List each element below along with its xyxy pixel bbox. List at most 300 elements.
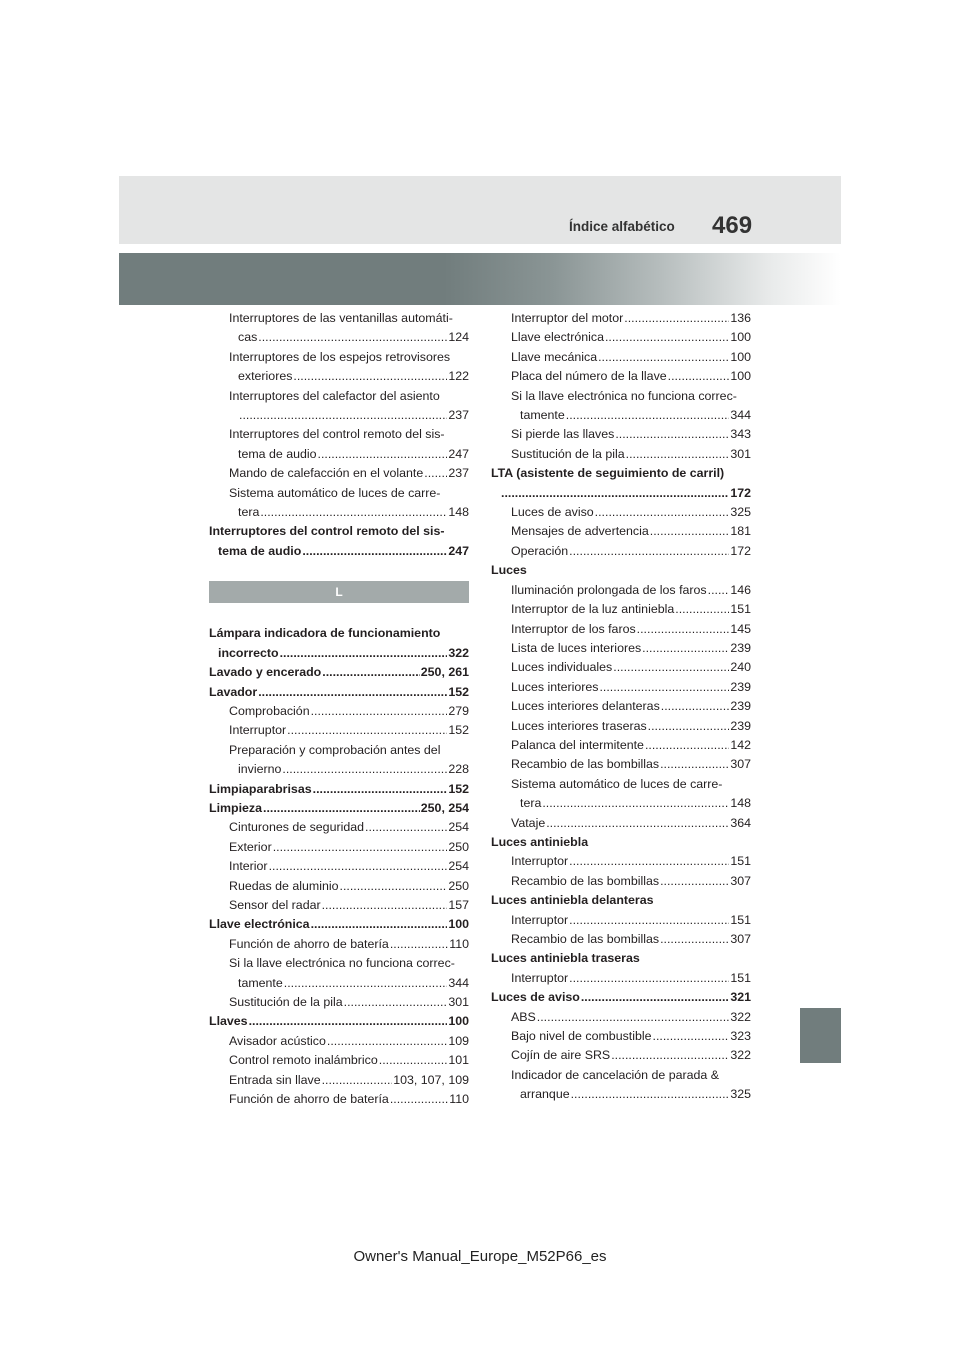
entry-page-ref: 237 (448, 466, 469, 481)
index-entry-sub (209, 1071, 469, 1090)
entry-text: Interruptor (511, 854, 569, 869)
entry-last-line (511, 930, 751, 949)
index-entry-main (209, 1012, 469, 1031)
index-entry-main (491, 464, 751, 503)
entry-last-line (229, 760, 469, 779)
dot-leader (637, 620, 730, 639)
entry-text: Ruedas de aluminio (229, 878, 339, 893)
dot-leader (311, 702, 448, 721)
entry-text: Interruptor (511, 970, 569, 985)
entry-last-line (229, 503, 469, 522)
dot-leader (653, 1027, 730, 1046)
entry-text: Luces de aviso (491, 990, 580, 1005)
index-entry-sub (491, 522, 751, 541)
entry-text: Exterior (229, 839, 272, 854)
dot-leader (546, 814, 729, 833)
entries-right (491, 309, 751, 1105)
index-entry-sub (491, 620, 751, 639)
dot-leader (282, 760, 447, 779)
entry-page-ref: 247 (448, 543, 469, 558)
dot-leader (260, 503, 447, 522)
dot-leader (675, 600, 729, 619)
entry-page-ref: 321 (730, 990, 751, 1005)
entry-text: Interruptor de los faros (511, 621, 636, 636)
entry-text-line: Interruptores del control remoto del sis- (209, 524, 445, 539)
dot-leader (624, 309, 729, 328)
dot-leader (599, 678, 729, 697)
entry-text: Lavado y encerado (209, 665, 322, 680)
entry-text: Control remoto inalámbrico (229, 1053, 378, 1068)
index-entry-sub (491, 581, 751, 600)
dot-leader (566, 406, 730, 425)
entry-last-line (511, 503, 751, 522)
entry-text: Iluminación prolongada de los faros (511, 582, 707, 597)
entry-last-line (511, 1046, 751, 1065)
index-entry-sub (209, 954, 469, 993)
entry-last-line (491, 949, 751, 968)
dot-leader (263, 799, 420, 818)
entry-text: Interruptor de la luz antiniebla (511, 602, 675, 617)
entry-last-line (511, 969, 751, 988)
entry-page-ref: 145 (730, 621, 751, 636)
entry-page-ref: 148 (730, 796, 751, 811)
entry-text-line: Interruptores de las ventanillas automáti- (229, 311, 453, 325)
entry-last-line (229, 702, 469, 721)
footer-manual-id: Owner's Manual_Europe_M52P66_es (353, 1248, 607, 1265)
index-entry-sub (209, 818, 469, 837)
index-entry-main (209, 915, 469, 934)
index-entry-sub (209, 387, 469, 426)
entry-last-line (229, 877, 469, 896)
entry-text: tema de audio (218, 543, 302, 558)
entry-page-ref: 103, 107, 109 (393, 1072, 469, 1087)
entry-last-line (491, 484, 751, 503)
entry-last-line (511, 658, 751, 677)
entry-last-line (209, 915, 469, 934)
index-entry-sub (209, 484, 469, 523)
entry-text: Luces interiores traseras (511, 718, 647, 733)
entry-text: invierno (238, 762, 282, 777)
entry-text: exteriores (238, 369, 293, 384)
entry-page-ref: 307 (730, 757, 751, 772)
entry-last-line (229, 838, 469, 857)
entry-last-line (511, 814, 751, 833)
dot-leader (569, 911, 729, 930)
entry-page-ref: 148 (448, 505, 469, 520)
index-entry-sub (491, 309, 751, 328)
index-entry-main (491, 561, 751, 580)
entry-page-ref: 250, 254 (420, 800, 469, 815)
dot-leader (424, 464, 447, 483)
entry-page-ref: 146 (730, 582, 751, 597)
index-entry-sub (491, 328, 751, 347)
entry-last-line (511, 736, 751, 755)
entry-last-line (209, 780, 469, 799)
entry-text: Interior (229, 859, 268, 874)
entry-text: Luces interiores (511, 679, 599, 694)
entry-text: Sensor del radar (229, 897, 321, 912)
chapter-side-tab (800, 1008, 841, 1063)
entry-text: ABS (511, 1009, 536, 1024)
entry-page-ref: 364 (730, 815, 751, 830)
entry-text: Cojín de aire SRS (511, 1048, 611, 1063)
entry-last-line (229, 896, 469, 915)
index-entry-sub (209, 309, 469, 348)
entry-text: arranque (520, 1087, 570, 1102)
entry-page-ref: 301 (448, 995, 469, 1009)
section-title: Índice alfabético (569, 219, 675, 234)
dot-leader (611, 1046, 729, 1065)
dot-leader (322, 1071, 393, 1090)
dot-leader (344, 993, 448, 1012)
entry-last-line (511, 406, 751, 425)
entry-text: Bajo nivel de combustible (511, 1029, 652, 1044)
entry-page-ref: 237 (448, 408, 469, 423)
decorative-gradient-bar (119, 253, 841, 305)
entry-text: Lista de luces interiores (511, 640, 642, 655)
dot-leader (537, 1008, 730, 1027)
entry-text: Llaves (209, 1014, 248, 1029)
entry-last-line (229, 464, 469, 483)
entry-text: Vataje (511, 815, 546, 830)
entry-last-line (511, 425, 751, 444)
dot-leader (645, 736, 729, 755)
entry-last-line (491, 891, 751, 910)
entry-text: Operación (511, 543, 569, 558)
entry-last-line (511, 1008, 751, 1027)
dot-leader (239, 406, 447, 425)
entry-last-line (511, 678, 751, 697)
entry-last-line (511, 755, 751, 774)
entry-page-ref: 142 (730, 737, 751, 752)
entry-page-ref: 254 (448, 859, 469, 874)
entry-page-ref: 325 (730, 505, 751, 520)
dot-leader (598, 348, 729, 367)
entry-page-ref: 307 (730, 932, 751, 946)
entry-last-line (229, 1090, 469, 1109)
entry-last-line (229, 974, 469, 993)
index-column-left (209, 309, 469, 1109)
entry-text: Llave electrónica (511, 330, 604, 345)
entry-text: Limpieza (209, 800, 263, 815)
section-letter-header: L (209, 581, 469, 603)
entry-page-ref: 109 (448, 1033, 469, 1048)
entry-text: Mando de calefacción en el volante (229, 466, 424, 481)
entry-page-ref: 110 (449, 1092, 469, 1107)
entry-page-ref: 100 (730, 349, 751, 364)
index-entry-sub (491, 1027, 751, 1046)
entry-last-line (209, 799, 469, 818)
entry-page-ref: 228 (448, 762, 469, 777)
index-entry-sub (491, 678, 751, 697)
index-entry-sub (491, 717, 751, 736)
entry-page-ref: 151 (730, 854, 751, 869)
dot-leader (626, 445, 730, 464)
entry-last-line (229, 367, 469, 386)
entry-last-line (511, 620, 751, 639)
entry-page-ref: 151 (730, 970, 751, 985)
index-column-right (491, 309, 751, 1105)
entry-last-line (209, 683, 469, 702)
entry-last-line (511, 1085, 751, 1104)
index-entry-sub (491, 697, 751, 716)
index-entry-sub (491, 387, 751, 426)
entry-last-line (229, 328, 469, 347)
entry-text: Luces interiores delanteras (511, 699, 660, 714)
entry-last-line (511, 522, 751, 541)
entry-last-line (511, 348, 751, 367)
entry-page-ref: 239 (730, 699, 751, 714)
index-entry-main (209, 522, 469, 561)
entry-page-ref: 157 (448, 897, 469, 912)
entry-page-ref: 325 (730, 1087, 751, 1102)
index-entry-main (209, 780, 469, 799)
index-entry-sub (209, 348, 469, 387)
entry-last-line (209, 644, 469, 663)
entry-page-ref: 239 (730, 679, 751, 694)
dot-leader (379, 1051, 448, 1070)
index-entry-sub (491, 852, 751, 871)
dot-leader (648, 717, 730, 736)
entry-page-ref: 136 (730, 311, 751, 325)
entry-text: Sustitución de la pila (511, 446, 625, 461)
dot-leader (613, 658, 729, 677)
index-entry-sub (491, 775, 751, 814)
index-entry-sub (491, 425, 751, 444)
entry-page-ref: 110 (449, 936, 469, 951)
entry-text-line: Interruptores del calefactor del asiento (229, 388, 440, 403)
entry-text: Interruptor del motor (511, 311, 624, 325)
entry-page-ref: 254 (448, 820, 469, 835)
entry-last-line (229, 1071, 469, 1090)
entry-last-line (209, 663, 469, 682)
entry-last-line (511, 717, 751, 736)
index-entry-sub (491, 658, 751, 677)
entry-text: Recambio de las bombillas (511, 757, 660, 772)
dot-leader (615, 425, 729, 444)
index-entry-sub (209, 857, 469, 876)
entry-last-line (229, 721, 469, 740)
dot-leader (390, 935, 448, 954)
entry-text: Llave electrónica (209, 917, 310, 932)
index-entry-sub (209, 896, 469, 915)
entry-text: Lavador (209, 684, 258, 699)
dot-leader (660, 755, 729, 774)
entry-last-line (511, 367, 751, 386)
entry-text-line: Interruptores del control remoto del sis- (229, 427, 445, 442)
entry-last-line (511, 309, 751, 328)
entry-last-line (511, 600, 751, 619)
entry-page-ref: 343 (730, 427, 751, 442)
dot-leader (280, 644, 448, 663)
entry-page-ref: 322 (448, 645, 469, 660)
index-entry-sub (209, 877, 469, 896)
entry-text: Comprobación (229, 703, 310, 718)
dot-leader (302, 542, 447, 561)
dot-leader (293, 367, 447, 386)
index-entry-sub (491, 367, 751, 386)
entry-page-ref: 100 (730, 330, 751, 345)
entry-text: cas (238, 330, 258, 345)
dot-leader (569, 969, 729, 988)
dot-leader (318, 445, 448, 464)
index-entry-sub (209, 721, 469, 740)
entry-page-ref: 100 (448, 917, 469, 932)
entry-text: Limpiaparabrisas (209, 781, 312, 796)
entry-page-ref: 101 (448, 1053, 469, 1068)
entry-last-line (511, 697, 751, 716)
entry-text: Recambio de las bombillas (511, 932, 660, 946)
dot-leader (311, 915, 448, 934)
dot-leader (313, 780, 448, 799)
index-entry-sub (209, 702, 469, 721)
entry-page-ref: 152 (448, 684, 469, 699)
index-entry-sub (491, 736, 751, 755)
dot-leader (569, 542, 729, 561)
dot-leader (661, 697, 730, 716)
entry-page-ref: 250, 261 (420, 665, 469, 680)
index-entry-main (491, 891, 751, 910)
dot-leader (390, 1090, 448, 1109)
entry-page-ref: 239 (730, 718, 751, 733)
entry-text: tera (238, 505, 260, 520)
index-entry-sub (491, 600, 751, 619)
entry-text: tamente (520, 408, 565, 423)
entry-page-ref: 247 (448, 446, 469, 461)
entry-page-ref: 301 (730, 446, 751, 461)
entry-last-line (491, 561, 751, 580)
entry-text: Luces antiniebla delanteras (491, 893, 654, 908)
entry-last-line (229, 935, 469, 954)
entry-last-line (229, 445, 469, 464)
entry-page-ref: 240 (730, 660, 751, 675)
entry-text: Avisador acústico (229, 1033, 326, 1048)
entry-page-ref: 151 (730, 912, 751, 927)
entry-text: Entrada sin llave (229, 1072, 321, 1087)
dot-leader (501, 484, 729, 503)
entry-text: Si pierde las llaves (511, 427, 615, 442)
index-entry-sub (209, 1051, 469, 1070)
entry-page-ref: 279 (448, 703, 469, 718)
entry-last-line (229, 406, 469, 425)
index-entry-sub (491, 348, 751, 367)
dot-leader (650, 522, 730, 541)
index-entry-sub (491, 639, 751, 658)
index-entry-sub (491, 503, 751, 522)
entry-last-line (511, 328, 751, 347)
entry-text-line: Interruptores de los espejos retrovisores (229, 349, 451, 364)
index-entry-main (491, 949, 751, 968)
dot-leader (258, 683, 447, 702)
entry-text: incorrecto (218, 645, 279, 660)
entry-last-line (229, 1032, 469, 1051)
entry-page-ref: 152 (448, 723, 469, 738)
entry-text: Interruptor (229, 723, 287, 738)
entry-last-line (511, 581, 751, 600)
entry-page-ref: 181 (730, 524, 751, 539)
entry-page-ref: 100 (448, 1014, 469, 1029)
index-entry-sub (491, 911, 751, 930)
index-entry-sub (491, 1066, 751, 1105)
dot-leader (327, 1032, 447, 1051)
entry-text-line: LTA (asistente de seguimiento de carril) (491, 466, 725, 481)
entry-text: Recambio de las bombillas (511, 873, 660, 888)
entry-last-line (511, 794, 751, 813)
entry-last-line (511, 872, 751, 891)
index-entry-sub (209, 1090, 469, 1109)
entry-page-ref: 344 (730, 408, 751, 423)
entry-text: tamente (238, 975, 283, 990)
entry-page-ref: 322 (730, 1048, 751, 1063)
entry-page-ref: 152 (448, 781, 469, 796)
entry-text-line: Indicador de cancelación de parada & (511, 1067, 720, 1082)
index-entry-sub (209, 935, 469, 954)
entry-page-ref: 100 (730, 369, 751, 384)
index-entry-main (491, 988, 751, 1007)
entry-text: Mensajes de advertencia (511, 524, 649, 539)
index-entry-main (491, 833, 751, 852)
entry-page-ref: 172 (730, 543, 751, 558)
dot-leader (642, 639, 729, 658)
entry-text: Luces individuales (511, 660, 613, 675)
index-entry-sub (491, 755, 751, 774)
dot-leader (322, 663, 420, 682)
dot-leader (569, 852, 729, 871)
entry-text: Sustitución de la pila (229, 995, 343, 1009)
dot-leader (605, 328, 729, 347)
index-entry-sub (209, 464, 469, 483)
entry-text: Luces (491, 563, 527, 578)
entry-text: Función de ahorro de batería (229, 1092, 389, 1107)
entry-page-ref: 122 (448, 369, 469, 384)
entry-text: Función de ahorro de batería (229, 936, 389, 951)
entry-last-line (229, 993, 469, 1012)
entry-page-ref: 124 (448, 330, 469, 345)
entry-last-line (491, 833, 751, 852)
dot-leader (708, 581, 730, 600)
entry-last-line (511, 911, 751, 930)
dot-leader (269, 857, 448, 876)
dot-leader (273, 838, 448, 857)
entry-text-line: Sistema automático de luces de carre- (229, 485, 441, 500)
dot-leader (287, 721, 447, 740)
index-entry-sub (209, 1032, 469, 1051)
dot-leader (660, 930, 729, 949)
index-entry-sub (491, 1046, 751, 1065)
index-entry-sub (209, 993, 469, 1012)
dot-leader (595, 503, 730, 522)
entry-text: tera (520, 796, 542, 811)
dot-leader (340, 877, 448, 896)
entry-page-ref: 151 (730, 602, 751, 617)
entry-last-line (229, 818, 469, 837)
index-entry-sub (209, 741, 469, 780)
entry-text: Luces antiniebla (491, 834, 589, 849)
entry-text: Placa del número de la llave (511, 369, 667, 384)
dot-leader (249, 1012, 448, 1031)
entry-text-line: Si la llave electrónica no funciona correc- (511, 388, 737, 403)
entry-last-line (511, 1027, 751, 1046)
index-entry-sub (491, 445, 751, 464)
entry-last-line (229, 857, 469, 876)
dot-leader (542, 794, 729, 813)
entry-page-ref: 250 (448, 878, 469, 893)
entry-text: Luces antiniebla traseras (491, 951, 640, 966)
entries-after-section (209, 624, 469, 1109)
dot-leader (660, 872, 729, 891)
page-number: 469 (712, 212, 753, 239)
entry-text: Interruptor (511, 912, 569, 927)
